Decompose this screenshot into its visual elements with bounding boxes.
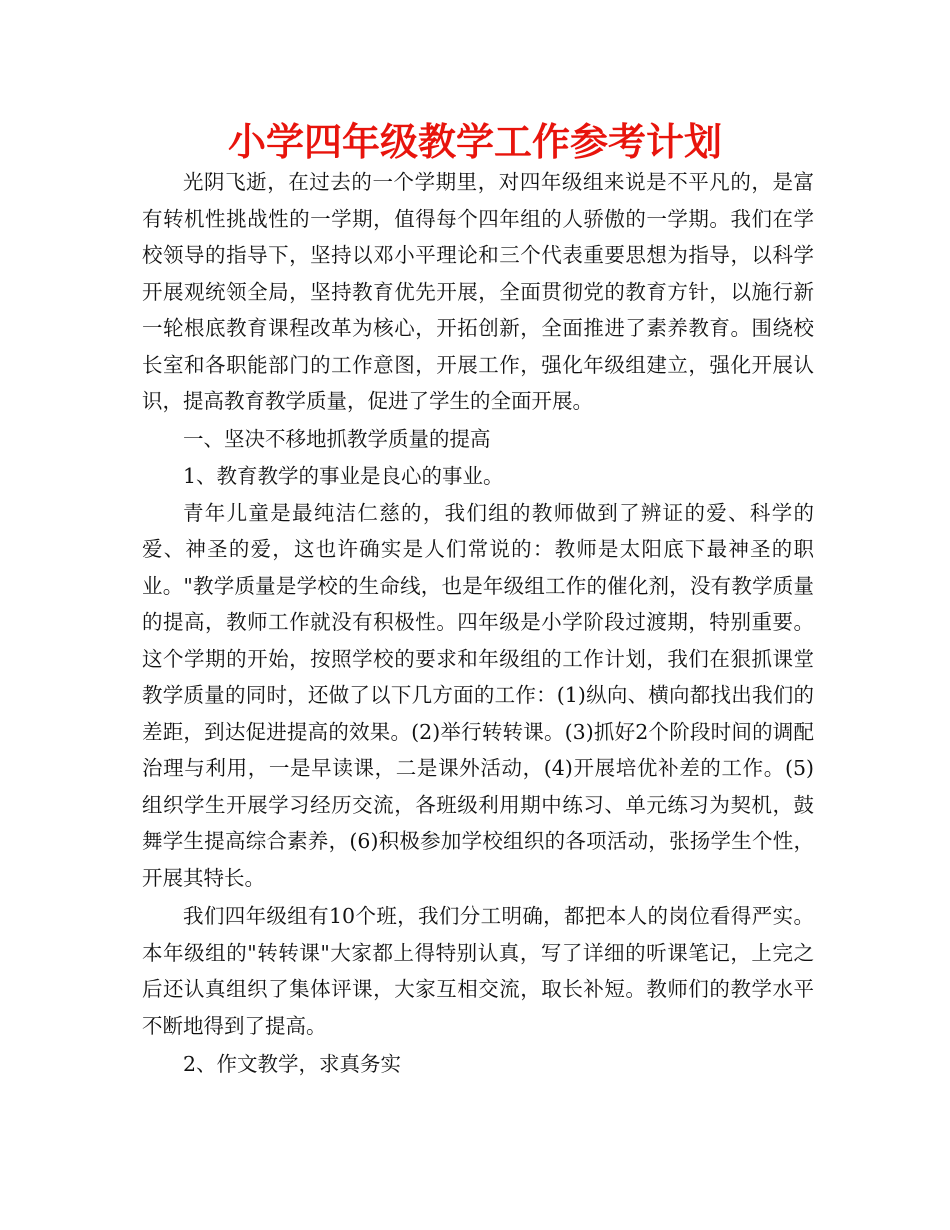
document-title: 小学四年级教学工作参考计划 [227,120,722,164]
paragraph-intro: 光阴飞逝，在过去的一个学期里，对四年级组来说是不平凡的，是富有转机性挑战性的一学期，值得每个四年组的人骄傲的一学期。我们在学校领导的指导下，坚持以邓小平理论和三个代表重要思想为指导，以科学开展观统领全局，坚持教育优先开展，全面贯彻党的教育方针，以施行新一轮根底教育课程改革为核心，开拓创新，全面推进了素养教育。围绕校长室和各职能部门的工作意图，开展工作，强化年级组建立，强化开展认识，提高教育教学质量，促进了学生的全面开展。 [142,170,814,413]
paragraph-teaching-quality: 青年儿童是最纯洁仁慈的，我们组的教师做到了辨证的爱、科学的爱、神圣的爱，这也许确实是人们常说的：教师是太阳底下最神圣的职业。"教学质量是学校的生命线，也是年级组工作的催化剂，没有教学质量的提高，教师工作就没有积极性。四年级是小学阶段过渡期，特别重要。这个学期的开始，按照学校的要求和年级组的工作计划，我们在狠抓课堂教学质量的同时，还做了以下几方面的工作：(1)纵向、横向都找出我们的差距，到达促进提高的效果。(2)举行转转课。(3)抓好2个阶段时间的调配治理与利用，一是早读课，二是课外活动，(4)开展培优补差的工作。(5)组织学生开展学习经历交流，各班级利用期中练习、单元练习为契机，鼓舞学生提高综合素养，(6)积极参加学校组织的各项活动，张扬学生个性，开展其特长。 [142,500,814,890]
subsection-heading-1: 1、教育教学的事业是良心的事业。 [183,464,504,488]
paragraph-grade-group: 我们四年级组有10个班，我们分工明确，都把本人的岗位看得严实。本年级组的"转转课"大家都上得特别认真，写了详细的听课笔记，上完之后还认真组织了集体评课，大家互相交流，取长补短。教师们的教学水平不断地得到了提高。 [142,904,814,1038]
subsection-heading-2: 2、作文教学，求真务实 [183,1052,402,1076]
document-body [142,164,814,1083]
section-heading-1: 一、坚决不移地抓教学质量的提高 [183,426,491,451]
